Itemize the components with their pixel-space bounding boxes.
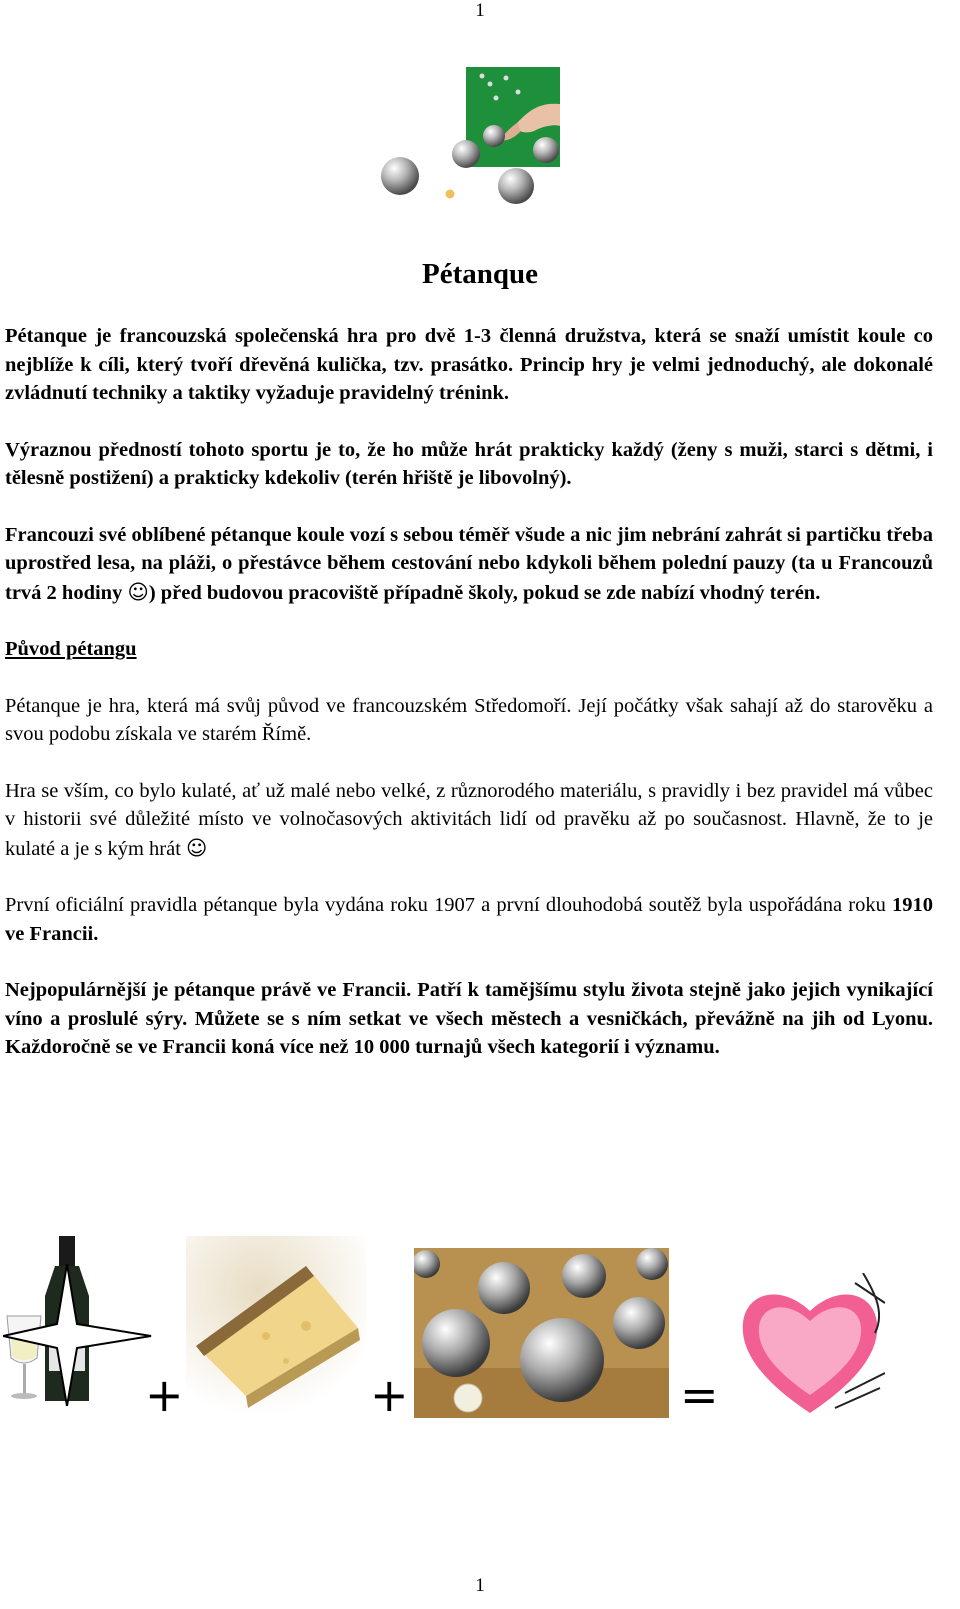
smiley-icon: ☺ — [186, 835, 208, 860]
paragraph-intro: Pétanque je francouzská společenská hra pro dvě 1-3 členná družstva, která se snaží umístit koule co nejblíže k cíli, který tvoří dřevěná kulička, tzv. prasátko. Princip hry je velmi jednoduchý, ale dokonalé zvládnutí techniky a taktiky vyžaduje pravidelný trénink. — [5, 325, 933, 404]
equation-illustration — [0, 1228, 960, 1428]
heart-image — [735, 1273, 885, 1423]
smiley-icon: ☺ — [127, 579, 149, 604]
petanque-illustration — [378, 64, 563, 224]
paragraph-rules-text: První oficiální pravidla pétanque byla vydána roku 1907 a první dlouhodobá soutěž byla uspořádána roku — [5, 894, 892, 916]
cheese-image — [186, 1236, 366, 1416]
page-number-top: 1 — [475, 0, 485, 21]
paragraph-french — [5, 521, 933, 608]
paragraph-origin: Pétanque je hra, která má svůj původ ve francouzském Středomoří. Její počátky však sahají až do starověku a svou podobu získala ve starém Římě. — [5, 694, 933, 745]
paragraph-french-text-a: Francouzi své oblíbené pétanque koule vozí s sebou téměř všude a nic jim nebrání zahrát si partičku třeba uprostřed lesa, na pláži, o přestávce během cestování nebo kdykoli během polední pauzy (ta u Francouzů trvá 2 hodiny — [5, 523, 933, 604]
petanque-balls-image — [414, 1248, 669, 1418]
wine-bottle-image — [3, 1236, 153, 1406]
paragraph-french-text-b: ) před budovou pracoviště případně školy, pokud se zde nabízí vhodný terén. — [148, 581, 821, 604]
page-title: Pétanque — [422, 258, 538, 290]
paragraph-rules — [5, 891, 933, 948]
document-body — [5, 322, 933, 1090]
paragraph-history — [5, 777, 933, 864]
paragraph-popularity: Nejpopulárnější je pétanque právě ve Francii. Patří k tamějšímu stylu života stejně jako jejich vynikající víno a proslulé sýry. Můžete se s ním setkat ve všech městech a vesničkách, převážně na jih od Lyonu. Každoročně se ve Francii koná více než 10 000 turnajů všech kategorií i významu. — [5, 979, 933, 1058]
paragraph-history-text: Hra se vším, co bylo kulaté, ať už malé nebo velké, z různorodého materiálu, s pravidly i bez pravidel má vůbec v historii své důležité místo ve volnočasových aktivitách lidí od pravěku až po současnost. Hlavně, že to je kulaté a je s kým hrát — [5, 779, 933, 860]
paragraph-rules-bold: 1910 ve Francii. — [5, 894, 933, 945]
paragraph-advantage: Výraznou předností tohoto sportu je to, že ho může hrát prakticky každý (ženy s muži, starci s dětmi, i tělesně postižení) a prakticky kdekoliv (terén hřiště je libovolný). — [5, 438, 933, 489]
plus-sign-1: + — [145, 1368, 184, 1422]
plus-sign-2: + — [370, 1368, 409, 1422]
section-heading-origin: Původ pétangu — [5, 638, 137, 660]
page-number-bottom: 1 — [475, 1575, 485, 1596]
equals-sign: = — [680, 1368, 719, 1422]
